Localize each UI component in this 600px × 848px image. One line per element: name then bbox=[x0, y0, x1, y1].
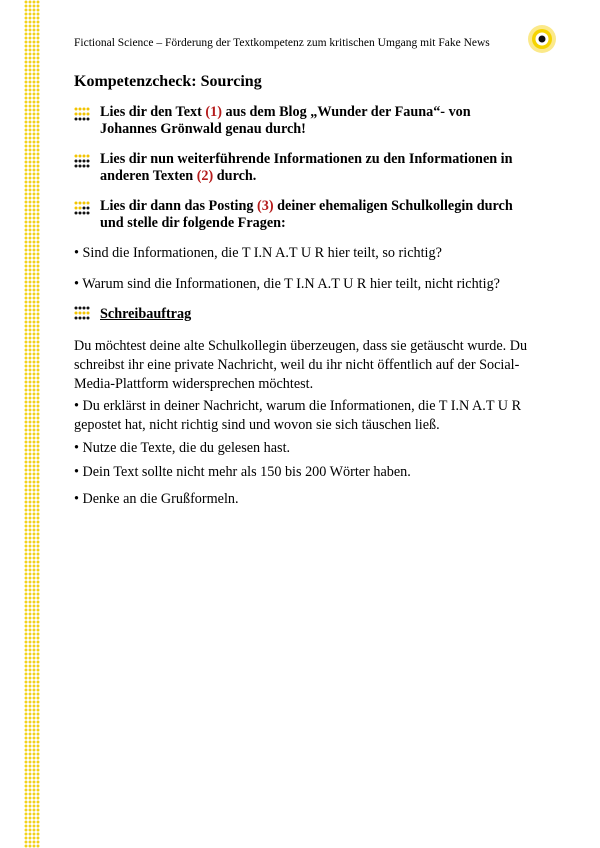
task-1-text: Lies dir den Text (1) aus dem Blog „Wunder der Fauna“- von Johannes Grönwald genau durch! bbox=[100, 104, 471, 137]
yellow-circle-logo-icon bbox=[527, 24, 557, 54]
assignment-bullet: • Du erklärst in deiner Nachricht, warum die Informationen, die T I.N A.T U R gepostet hat, nicht richtig sind und wovon sie sich täuschen ließ. bbox=[74, 398, 522, 433]
task-2-text: Lies dir nun weiterführende Informationen zu den Informationen in anderen Texten (2) durch. bbox=[100, 151, 513, 184]
page-title: Kompetenzcheck: Sourcing bbox=[74, 73, 262, 90]
task-3-text: Lies dir dann das Posting (3) deiner ehemaligen Schulkollegin durch und stelle dir folgende Fragen: bbox=[100, 198, 513, 231]
assignment-bullet: • Dein Text sollte nicht mehr als 150 bis 200 Wörter haben. bbox=[74, 464, 411, 480]
assignment-bullet: • Nutze die Texte, die du gelesen hast. bbox=[74, 440, 291, 456]
assignment-heading: Schreibauftrag bbox=[100, 306, 192, 322]
question-1: • Sind die Informationen, die T I.N A.T U R hier teilt, so richtig? bbox=[74, 245, 442, 261]
dot-grid-icon bbox=[74, 201, 92, 215]
page-header: Fictional Science – Förderung der Textkompetenz zum kritischen Umgang mit Fake News bbox=[74, 37, 490, 49]
dot-grid-icon bbox=[74, 107, 92, 121]
assignment-intro: Du möchtest deine alte Schulkollegin überzeugen, dass sie getäuscht wurde. Du schreibst ihr eine private Nachricht, weil du ihr nicht öffentlich auf der Social-Media-Plattform widersprechen möchtest. bbox=[74, 338, 528, 392]
dot-grid-icon bbox=[74, 154, 92, 168]
assignment-bullet: • Denke an die Grußformeln. bbox=[74, 491, 239, 507]
dotted-border-decoration bbox=[24, 0, 40, 848]
dot-grid-icon bbox=[74, 306, 92, 320]
question-2: • Warum sind die Informationen, die T I.N A.T U R hier teilt, nicht richtig? bbox=[74, 276, 500, 292]
